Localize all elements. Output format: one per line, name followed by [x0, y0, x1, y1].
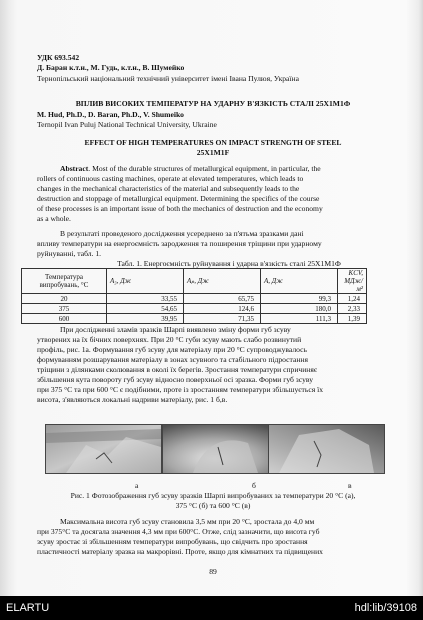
table-row	[22, 294, 367, 304]
cell-a3: 39,95	[107, 314, 184, 324]
para2-line-7: при 375 °С та при 600 °С є подібними, проте із зростанням температури збільшується їх	[37, 385, 324, 394]
repository-footer	[0, 596, 423, 620]
affiliation-ua: Тернопільський національний технічний університет імені Івана Пулюя, Україна	[37, 74, 299, 83]
cell-a3: 54,65	[107, 304, 184, 314]
energy-table	[21, 268, 367, 324]
para2-line-3: профіль, рис. 1а. Формування губ зсуву для матеріалу при 20 °С супроводжувалось	[37, 345, 307, 354]
intro-line-2: впливу температури на енергоємність зародження та поширення тріщини при ударному	[37, 239, 322, 248]
table-caption: Табл. 1. Енергоємність руйнування і ударна в'язкість сталі 25Х1М1Ф	[117, 259, 341, 268]
table-row	[22, 314, 367, 324]
udk-code: УДК 693.542	[37, 53, 80, 62]
fracture-photo-v	[268, 424, 385, 474]
title-en-line1: EFFECT OF HIGH TEMPERATURES ON IMPACT STRENGTH OF STEEL	[84, 138, 342, 147]
figure-label-b: б	[252, 481, 256, 490]
para2-line-2: утворених на їх бічних поверхнях. При 20 °С губи зсуву мають слабо розвинутий	[37, 335, 302, 344]
fracture-photo-b	[162, 424, 279, 474]
table-row	[22, 304, 367, 314]
para2-line-5: тріщини з ділянками сколювання в околі їх берегів. Зростання температури спричиняє	[37, 365, 318, 374]
abstract-line-2: rollers of continuous casting machines, operate at elevated temperatures, which leads to	[37, 174, 304, 183]
abstract-label: Abstract	[60, 164, 89, 173]
para3-line-4: пластичності матеріалу зразка на макрорівні. Проте, якщо для кімнатних та підвищених	[37, 547, 323, 556]
cell-ap: 124,6	[184, 304, 261, 314]
cell-temp: 20	[22, 294, 107, 304]
handle-id: hdl:lib/39108	[354, 602, 417, 614]
cell-a3: 33,55	[107, 294, 184, 304]
para2-line-1: При дослідженні зламів зразків Шарпі виявлено зміну форми губ зсуву	[60, 325, 291, 334]
para2-line-4: формуванням розшарування матеріалу в зонах зсувного та стабільного підростання	[37, 355, 308, 364]
abstract-line-1: Abstract. Most of the durable structures of metallurgical equipment, in particular, the	[60, 164, 321, 173]
para2-line-6: збільшення кута повороту губ зсуву відносно поверхньої осі зразка. Форми губ зсуву	[37, 375, 313, 384]
affiliation-en: Ternopil Ivan Puluj National Technical University, Ukraine	[37, 120, 217, 129]
header-temperature: Температура випробувань, °С	[22, 269, 107, 294]
para2-line-8: висота, з'являються локальні надриви матеріалу, рис. 1 б,в.	[37, 395, 228, 404]
cell-ap: 65,75	[184, 294, 261, 304]
authors-en: M. Hud, Ph.D., D. Baran, Ph.D., V. Shumeiko	[37, 110, 184, 119]
title-ua: ВПЛИВ ВИСОКИХ ТЕМПЕРАТУР НА УДАРНУ В'ЯЗКІСТЬ СТАЛІ 25Х1М1Ф	[75, 99, 351, 108]
cell-kcv: 2,33	[338, 304, 367, 314]
cell-temp: 375	[22, 304, 107, 314]
cell-temp: 600	[22, 314, 107, 324]
cell-kcv: 1,24	[338, 294, 367, 304]
figure-caption-line-1: Рис. 1 Фотозображення губ зсуву зразків Шарпі випробуваних за температури 20 °С (а),	[70, 491, 356, 500]
intro-line-1: В результаті проведеного дослідження усереднено за п'ятьма зразками дані	[60, 229, 304, 238]
fracture-photo-a	[45, 424, 162, 474]
para3-line-1: Максимальна висота губ зсуву становила 3,5 мм при 20 °С, зростала до 4,0 мм	[60, 517, 315, 526]
para3-line-3: зсуву зростає зі збільшенням температури випробувань, що свідчить про зростання	[37, 537, 308, 546]
cell-kcv: 1,39	[338, 314, 367, 324]
header-ap: Aₚ, Дж	[184, 269, 261, 294]
cell-ap: 71,35	[184, 314, 261, 324]
abstract-line-3: changes in the mechanical characteristics of the material and subsequently leads to the	[37, 184, 300, 193]
figure-label-v: в	[348, 481, 352, 490]
para3-line-2: при 375°С та досягала значення 4,3 мм при 600°С. Отже, слід зазначити, що висота губ	[37, 527, 320, 536]
authors-ua: Д. Баран к.т.н., М. Гудь, к.т.н., В. Шумейко	[37, 63, 185, 72]
table-header-row	[22, 269, 367, 294]
figure-caption-line-2: 375 °С (б) та 600 °С (в)	[175, 501, 251, 510]
figure-label-a: а	[135, 481, 139, 490]
abstract-line-5: of these processes is an important issue of both the mechanics of destruction and the economy	[37, 204, 323, 213]
cell-a: 99,3	[261, 294, 338, 304]
intro-line-3: руйнуванні, табл. 1.	[37, 249, 102, 258]
repository-name: ELARTU	[6, 602, 50, 614]
header-a: A, Дж	[261, 269, 338, 294]
header-a3: A₃, Дж	[107, 269, 184, 294]
cell-a: 180,0	[261, 304, 338, 314]
cell-a: 111,3	[261, 314, 338, 324]
title-en-line2: 25Х1М1F	[196, 148, 230, 157]
abstract-line-6: as a whole.	[37, 214, 71, 223]
header-kcv: KCV, МДж/м²	[338, 269, 367, 294]
abstract-line-4: destruction and stoppage of metallurgical equipment. Determining the specifics of the course	[37, 194, 320, 203]
page-number: 89	[209, 567, 217, 576]
